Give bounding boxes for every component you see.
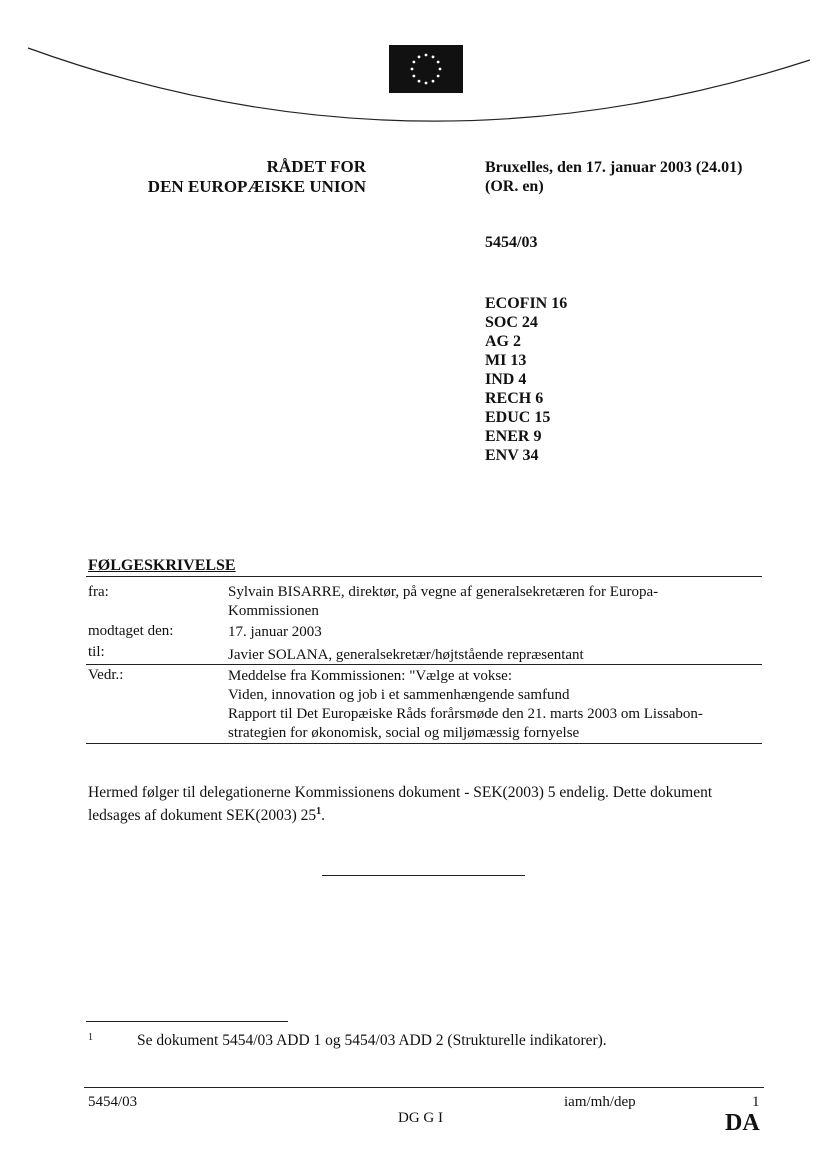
flag-star <box>437 61 440 64</box>
subject-value-line: strategien for økonomisk, social og miljømæssig fornyelse <box>228 725 580 741</box>
eu-flag-icon <box>389 45 463 93</box>
flag-star <box>432 80 435 83</box>
flag-star <box>411 68 414 71</box>
code-item: ECOFIN 16 <box>485 295 568 312</box>
footer-initials: iam/mh/dep <box>564 1094 636 1110</box>
flag-star <box>425 54 428 57</box>
footer-page-number: 1 <box>752 1094 760 1110</box>
flag-star <box>418 55 421 58</box>
code-item: ENER 9 <box>485 428 542 445</box>
code-item: IND 4 <box>485 371 527 388</box>
footer-directorate: DG G I <box>398 1110 443 1126</box>
body-text-end: . <box>321 807 326 825</box>
body-paragraph <box>88 783 728 825</box>
received-label: modtaget den: <box>88 623 174 639</box>
footnote-text: Se dokument 5454/03 ADD 1 og 5454/03 ADD 2 (Strukturelle indikatorer). <box>137 1032 607 1049</box>
table-mid-rule <box>86 664 762 665</box>
flag-star <box>412 75 415 78</box>
footnote-mark: 1 <box>88 1032 93 1043</box>
original-language: (OR. en) <box>485 178 544 195</box>
from-value <box>228 583 658 621</box>
subject-value-line: Viden, innovation og job i et sammenhængende samfund <box>228 687 570 703</box>
date-line: Bruxelles, den 17. januar 2003 (24.01) <box>485 159 743 176</box>
subject-value <box>228 667 703 743</box>
document-number: 5454/03 <box>485 234 538 251</box>
code-item: EDUC 15 <box>485 409 551 426</box>
from-label: fra: <box>88 584 109 600</box>
flag-star <box>425 82 428 85</box>
footer-doc-number: 5454/03 <box>88 1094 138 1110</box>
to-label: til: <box>88 644 105 660</box>
classification-codes <box>485 294 567 465</box>
footer-rule <box>84 1087 764 1088</box>
from-value-line: Sylvain BISARRE, direktør, på vegne af generalsekretæren for Europa- <box>228 584 659 600</box>
footer-language: DA <box>725 1110 760 1136</box>
subject-value-line: Rapport til Det Europæiske Råds forårsmøde den 21. marts 2003 om Lissabon- <box>228 706 703 722</box>
flag-star <box>437 75 440 78</box>
footnote-reference: 1 <box>316 806 322 817</box>
council-name-line2: DEN EUROPÆISKE UNION <box>147 177 366 196</box>
footnote-rule <box>86 1021 288 1022</box>
to-value: Javier SOLANA, generalsekretær/højtstående repræsentant <box>228 647 584 663</box>
code-item: RECH 6 <box>485 390 544 407</box>
table-top-rule <box>86 576 762 577</box>
code-item: ENV 34 <box>485 447 539 464</box>
note-title: FØLGESKRIVELSE <box>88 557 236 574</box>
subject-label: Vedr.: <box>88 667 124 683</box>
code-item: MI 13 <box>485 352 527 369</box>
table-bottom-rule <box>86 743 762 744</box>
from-value-line: Kommissionen <box>228 603 319 619</box>
flag-star <box>418 80 421 83</box>
flag-star <box>439 68 442 71</box>
council-name-line1: RÅDET FOR <box>266 157 366 176</box>
flag-star <box>412 61 415 64</box>
received-value: 17. januar 2003 <box>228 624 322 640</box>
flag-star <box>432 55 435 58</box>
body-text: Hermed følger til delegationerne Kommissionens dokument - SEK(2003) 5 endelig. Dette dokument ledsages af dokument SEK(2003) 25 <box>88 784 713 825</box>
subject-value-line: Meddelse fra Kommissionen: "Vælge at vokse: <box>228 668 512 684</box>
code-item: SOC 24 <box>485 314 538 331</box>
section-separator <box>322 875 525 876</box>
code-item: AG 2 <box>485 333 521 350</box>
